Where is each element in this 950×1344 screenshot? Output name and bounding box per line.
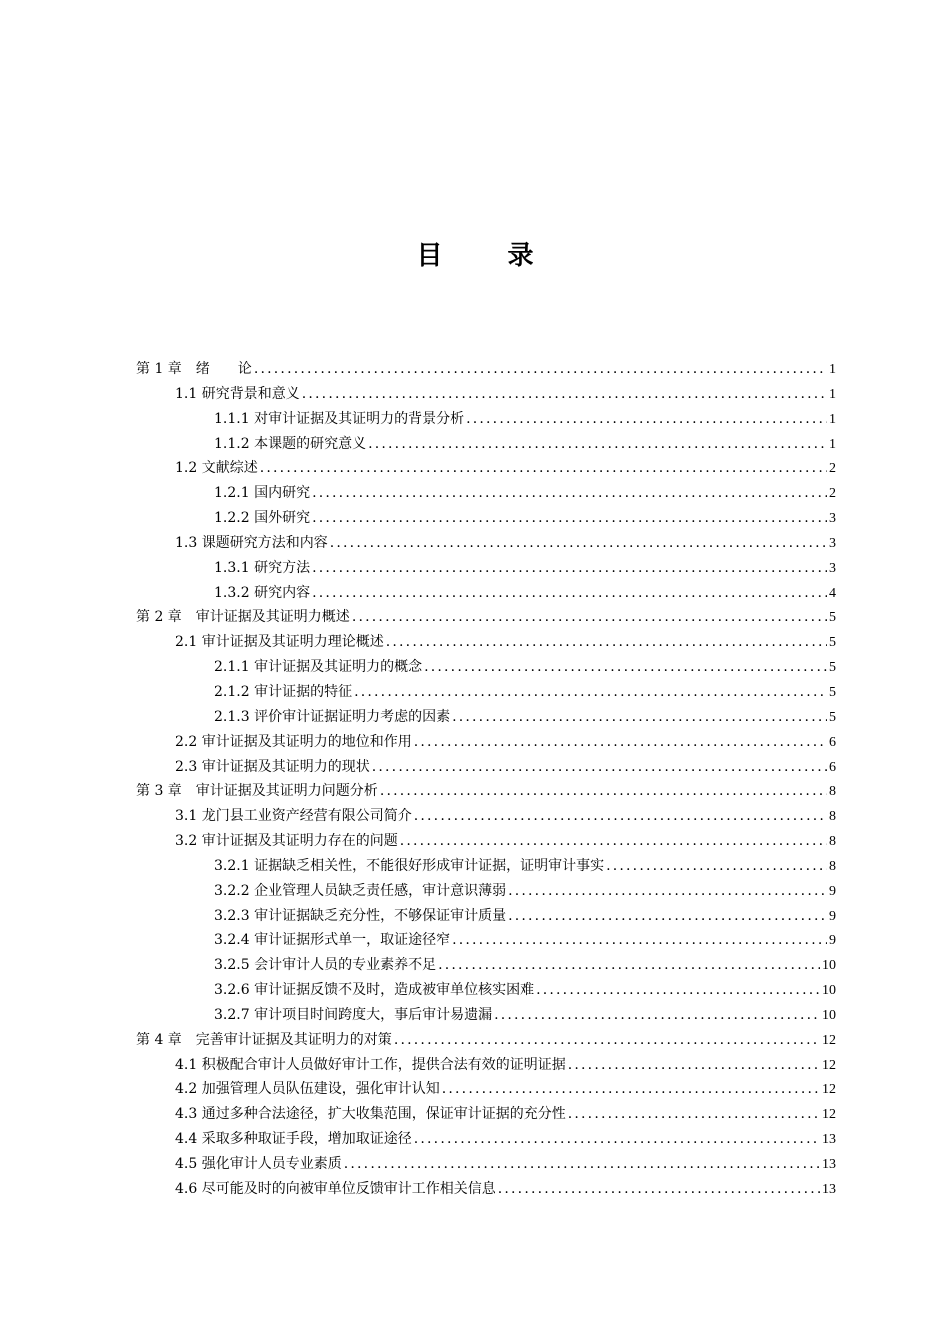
toc-entry-label: 3.2.3 审计证据缺乏充分性，不够保证审计质量	[214, 907, 507, 924]
toc-entry[interactable]	[0, 1152, 950, 1177]
toc-entry-line	[214, 928, 836, 954]
toc-entry-page-number: 13	[822, 1157, 836, 1172]
toc-leader-dots	[442, 1077, 820, 1102]
toc-entry-label: 3.2.4 审计证据形式单一，取证途径窄	[214, 932, 451, 949]
toc-entry[interactable]	[0, 680, 950, 705]
toc-leader-dots	[508, 904, 827, 929]
toc-entry-line	[214, 953, 836, 979]
toc-entry[interactable]	[0, 879, 950, 904]
toc-entry-label: 2.1.1 审计证据及其证明力的概念	[214, 659, 423, 676]
toc-entry-page-number: 2	[829, 486, 836, 502]
toc-entry[interactable]	[0, 407, 950, 432]
toc-entry-page-number: 6	[829, 734, 836, 750]
toc-entry-label: 2.1 审计证据及其证明力理论概述	[175, 634, 384, 651]
toc-entry[interactable]	[0, 1028, 950, 1053]
toc-entry-label: 4.1 积极配合审计人员做好审计工作，提供合法有效的证明证据	[175, 1056, 566, 1073]
toc-leader-dots	[452, 928, 827, 953]
toc-leader-dots	[312, 581, 827, 606]
toc-entry-line	[175, 1152, 836, 1178]
toc-entry-page-number: 5	[829, 660, 836, 676]
toc-entry-line	[214, 879, 836, 905]
toc-entry-line	[214, 655, 836, 681]
toc-entry-label: 3.2.5 会计审计人员的专业素养不足	[214, 957, 437, 974]
toc-entry-line	[214, 581, 836, 607]
toc-leader-dots	[302, 382, 827, 407]
toc-entry-label: 4.3 通过多种合法途径，扩大收集范围，保证审计证据的充分性	[175, 1106, 566, 1123]
toc-entry[interactable]	[0, 928, 950, 953]
toc-entry[interactable]	[0, 904, 950, 929]
toc-entry-page-number: 9	[829, 883, 836, 899]
toc-entry[interactable]	[0, 978, 950, 1003]
toc-entry-line	[136, 779, 836, 805]
toc-leader-dots	[344, 1152, 820, 1177]
toc-entry-page-number: 1	[829, 386, 836, 402]
toc-entry[interactable]	[0, 1003, 950, 1028]
toc-entry-page-number: 5	[829, 709, 836, 725]
toc-entry-line	[214, 680, 836, 706]
toc-entry-line	[214, 854, 836, 880]
toc-entry[interactable]	[0, 953, 950, 978]
toc-entry-line	[175, 1053, 836, 1079]
toc-entry-label: 3.1 龙门县工业资产经营有限公司简介	[175, 808, 412, 825]
toc-entry-line	[175, 1077, 836, 1103]
toc-leader-dots	[368, 432, 827, 457]
toc-entry-line	[214, 978, 836, 1004]
toc-entry-line	[214, 481, 836, 507]
toc-entry-page-number: 3	[829, 535, 836, 551]
toc-entry-label: 4.5 强化审计人员专业素质	[175, 1156, 342, 1172]
toc-entry-line	[175, 531, 836, 557]
toc-entry-page-number: 5	[829, 610, 836, 626]
toc-entry-line	[214, 407, 836, 433]
toc-entry-line	[175, 755, 836, 781]
toc-entry-line	[175, 456, 836, 482]
toc-entry-label: 4.2 加强管理人员队伍建设，强化审计认知	[175, 1081, 440, 1098]
toc-entry-page-number: 9	[829, 933, 836, 949]
toc-leader-dots	[498, 1177, 820, 1202]
toc-entry-page-number: 8	[829, 784, 836, 800]
toc-entry-page-number: 8	[829, 858, 836, 874]
toc-entry-page-number: 9	[829, 908, 836, 924]
toc-entry-line	[214, 705, 836, 731]
toc-entry-page-number: 12	[822, 1057, 836, 1073]
toc-entry-page-number: 1	[829, 411, 836, 427]
toc-entry-page-number: 8	[829, 809, 836, 825]
toc-entry-label: 1.3.2 研究内容	[214, 584, 311, 601]
toc-entry-label: 1.3 课题研究方法和内容	[175, 534, 328, 551]
toc-entry[interactable]	[0, 1177, 950, 1202]
toc-entry-line	[175, 1102, 836, 1128]
toc-entry-label: 3.2 审计证据及其证明力存在的问题	[175, 833, 398, 850]
toc-entry[interactable]	[0, 730, 950, 755]
toc-entry-page-number: 13	[822, 1181, 836, 1197]
toc-entry-label: 1.2.2 国外研究	[214, 510, 311, 527]
toc-entry-page-number: 12	[822, 1107, 836, 1123]
toc-entry-label: 1.1 研究背景和意义	[175, 385, 300, 402]
toc-leader-dots	[568, 1102, 820, 1127]
toc-entry-label: 第 4 章 完善审计证据及其证明力的对策	[136, 1031, 392, 1048]
toc-leader-dots	[414, 1127, 820, 1152]
toc-entry-page-number: 12	[822, 1082, 836, 1098]
toc-entry-page-number: 2	[829, 461, 836, 477]
toc-entry-page-number: 5	[829, 635, 836, 651]
toc-entry[interactable]	[0, 630, 950, 655]
toc-entry[interactable]	[0, 506, 950, 531]
toc-entry-line	[136, 1028, 836, 1054]
toc-entry[interactable]	[0, 705, 950, 730]
toc-leader-dots	[606, 854, 827, 879]
toc-entry-line	[175, 1127, 836, 1153]
toc-leader-dots	[508, 879, 827, 904]
toc-leader-dots	[372, 755, 827, 780]
toc-entry[interactable]	[0, 655, 950, 680]
toc-entry-page-number: 6	[829, 759, 836, 775]
toc-leader-dots	[536, 978, 820, 1003]
toc-leader-dots	[254, 357, 827, 382]
toc-entry[interactable]	[0, 357, 950, 382]
toc-entry-page-number: 5	[829, 684, 836, 700]
toc-entry-line	[136, 605, 836, 631]
toc-leader-dots	[466, 407, 827, 432]
toc-entry-label: 1.3.1 研究方法	[214, 559, 311, 576]
toc-entry-page-number: 8	[829, 834, 836, 850]
table-of-contents	[0, 357, 950, 1202]
toc-entry-line	[214, 1003, 836, 1029]
toc-leader-dots	[312, 506, 827, 531]
toc-leader-dots	[414, 804, 827, 829]
toc-entry-line	[214, 432, 836, 458]
toc-entry[interactable]	[0, 829, 950, 854]
toc-entry-page-number: 4	[829, 585, 836, 601]
toc-entry[interactable]	[0, 531, 950, 556]
toc-entry-label: 3.2.7 审计项目时间跨度大，事后审计易遗漏	[214, 1006, 493, 1023]
toc-leader-dots	[312, 481, 827, 506]
toc-leader-dots	[312, 556, 827, 581]
toc-entry-page-number: 12	[822, 1032, 836, 1048]
toc-entry[interactable]	[0, 581, 950, 606]
toc-leader-dots	[394, 1028, 820, 1053]
toc-leader-dots	[494, 1003, 820, 1028]
toc-entry-label: 1.2.1 国内研究	[214, 485, 311, 502]
toc-entry-page-number: 1	[829, 362, 836, 377]
toc-entry-line	[175, 730, 836, 756]
toc-entry-line	[175, 630, 836, 656]
toc-entry[interactable]	[0, 779, 950, 804]
toc-leader-dots	[330, 531, 827, 556]
toc-entry-label: 4.4 采取多种取证手段，增加取证途径	[175, 1131, 412, 1148]
toc-entry-label: 3.2.1 证据缺乏相关性，不能很好形成审计证据，证明审计事实	[214, 857, 605, 874]
toc-leader-dots	[380, 779, 827, 804]
toc-entry-line	[175, 804, 836, 830]
toc-entry[interactable]	[0, 556, 950, 581]
toc-entry-label: 3.2.2 企业管理人员缺乏责任感，审计意识薄弱	[214, 882, 507, 899]
toc-leader-dots	[260, 456, 827, 481]
toc-entry[interactable]	[0, 1053, 950, 1078]
toc-entry[interactable]	[0, 382, 950, 407]
toc-leader-dots	[424, 655, 827, 680]
toc-entry[interactable]	[0, 1127, 950, 1152]
toc-entry-label: 第 3 章 审计证据及其证明力问题分析	[136, 783, 378, 800]
toc-entry[interactable]	[0, 605, 950, 630]
toc-leader-dots	[568, 1053, 820, 1078]
toc-leader-dots	[354, 680, 827, 705]
toc-leader-dots	[452, 705, 827, 730]
toc-entry-page-number: 10	[822, 958, 836, 974]
toc-entry-label: 第 2 章 审计证据及其证明力概述	[136, 609, 350, 626]
toc-entry-label: 4.6 尽可能及时的向被审单位反馈审计工作相关信息	[175, 1180, 496, 1197]
toc-entry-page-number: 10	[822, 983, 836, 999]
toc-entry-page-number: 1	[829, 436, 836, 452]
toc-entry[interactable]	[0, 1077, 950, 1102]
toc-entry-line	[214, 904, 836, 930]
toc-leader-dots	[352, 605, 827, 630]
toc-leader-dots	[414, 730, 827, 755]
toc-entry-label: 2.1.2 审计证据的特征	[214, 683, 353, 700]
toc-entry-page-number: 3	[829, 511, 836, 527]
toc-entry-line	[214, 556, 836, 582]
toc-entry-label: 3.2.6 审计证据反馈不及时，造成被审单位核实困难	[214, 982, 535, 999]
toc-entry-label: 第 1 章 绪 论	[136, 361, 252, 377]
toc-entry-label: 2.1.3 评价审计证据证明力考虑的因素	[214, 708, 451, 725]
toc-entry-label: 1.2 文献综述	[175, 460, 258, 477]
toc-leader-dots	[438, 953, 820, 978]
toc-entry-line	[214, 506, 836, 532]
toc-entry[interactable]	[0, 456, 950, 481]
toc-leader-dots	[400, 829, 827, 854]
toc-entry-label: 1.1.1 对审计证据及其证明力的背景分析	[214, 410, 465, 427]
page-title: 目 录	[416, 241, 562, 271]
toc-entry-line	[136, 357, 836, 383]
toc-leader-dots	[386, 630, 827, 655]
toc-entry[interactable]	[0, 755, 950, 780]
toc-entry-line	[175, 1177, 836, 1203]
toc-entry-label: 2.2 审计证据及其证明力的地位和作用	[175, 733, 412, 750]
toc-entry[interactable]	[0, 854, 950, 879]
toc-entry-page-number: 3	[829, 560, 836, 576]
toc-entry-page-number: 13	[822, 1132, 836, 1148]
toc-entry[interactable]	[0, 1102, 950, 1127]
toc-entry[interactable]	[0, 481, 950, 506]
toc-entry-label: 1.1.2 本课题的研究意义	[214, 435, 367, 452]
toc-entry-line	[175, 382, 836, 408]
toc-entry[interactable]	[0, 804, 950, 829]
toc-entry-page-number: 10	[822, 1007, 836, 1023]
toc-entry-line	[175, 829, 836, 855]
toc-entry[interactable]	[0, 432, 950, 457]
toc-entry-label: 2.3 审计证据及其证明力的现状	[175, 758, 370, 775]
